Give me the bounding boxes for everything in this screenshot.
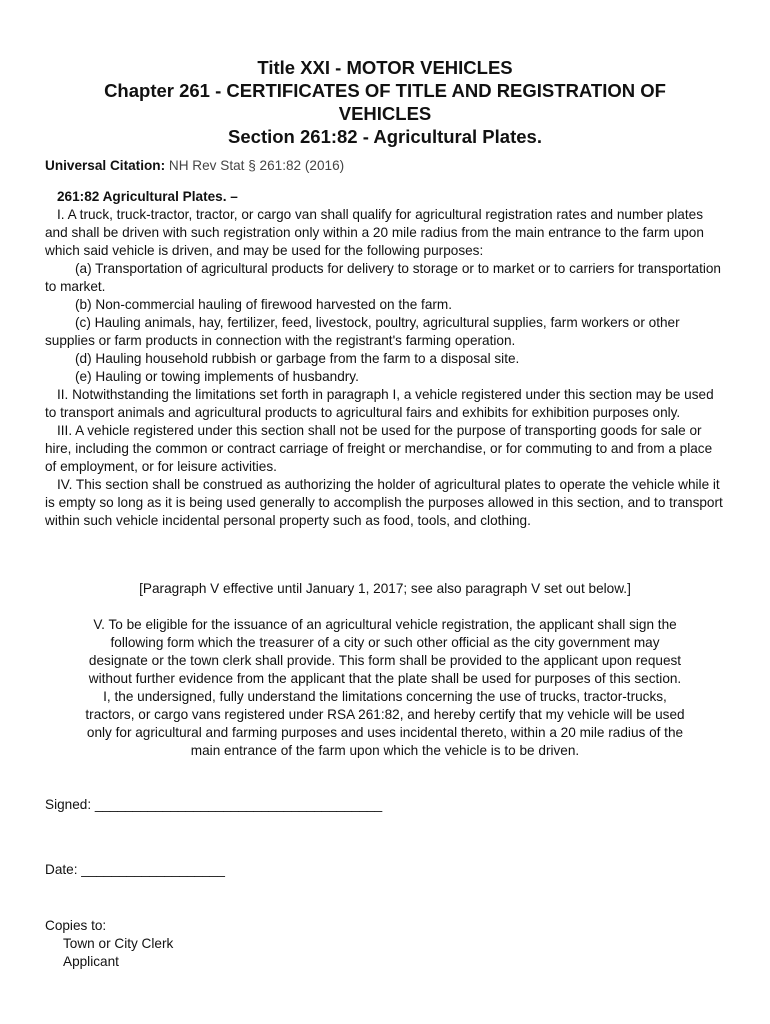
paragraph-v: [40, 616, 730, 760]
paragraph-ii: II. Notwithstanding the limitations set forth in paragraph I, a vehicle registered under this section may be used to transport animals and agricultural products to agricultural fairs and exhibits for exhibition purposes only.: [45, 387, 714, 420]
chapter-line-cont: VEHICLES: [338, 103, 432, 124]
title-line: Title XXI - MOTOR VEHICLES: [257, 57, 513, 78]
section-heading: 261:82 Agricultural Plates. –: [57, 189, 238, 204]
paragraph-v-line: following form which the treasurer of a city or such other official as the city government may: [110, 635, 660, 650]
universal-citation: [45, 157, 344, 175]
paragraph-i: I. A truck, truck-tractor, tractor, or cargo van shall qualify for agricultural registration rates and number plates and shall be driven with such registration only within a 20 mile radius from the main entrance to the farm upon which said vehicle is driven, and may be used for the following purposes:: [45, 207, 704, 258]
copy-recipient: Applicant: [63, 954, 119, 969]
chapter-line: Chapter 261 - CERTIFICATES OF TITLE AND REGISTRATION OF: [104, 80, 666, 101]
copies-to: [45, 917, 173, 971]
paragraph-iv: IV. This section shall be construed as authorizing the holder of agricultural plates to operate the vehicle while it is empty so long as it is being used generally to accomplish the purposes allowed in this section, and to transport within such vehicle incidental personal property such as food, tools, and clothing.: [45, 477, 723, 528]
effective-note: [Paragraph V effective until January 1, 2017; see also paragraph V set out below.]: [139, 581, 631, 596]
paragraph-v-line: without further evidence from the applicant that the plate shall be used for purposes of this section.: [88, 671, 682, 686]
paragraph-v-line: I, the undersigned, fully understand the limitations concerning the use of trucks, tractor-trucks,: [103, 689, 667, 704]
date-line: Date: ___________________: [45, 862, 225, 877]
item-a: (a) Transportation of agricultural products for delivery to storage or to market or to carriers for transportation to market.: [45, 261, 721, 294]
paragraph-iii: III. A vehicle registered under this section shall not be used for the purpose of transporting goods for sale or hire, including the common or contract carriage of freight or merchandise, or for commuting to and from a place of employment, or for leisure activities.: [45, 423, 713, 474]
citation-value: NH Rev Stat § 261:82 (2016): [165, 158, 345, 173]
citation-label: Universal Citation:: [45, 158, 166, 173]
item-c: (c) Hauling animals, hay, fertilizer, feed, livestock, poultry, agricultural supplies, farm workers or other supplies or farm products in connection with the registrant's farming operation.: [45, 315, 680, 348]
copy-recipient: Town or City Clerk: [63, 936, 174, 951]
section-line: Section 261:82 - Agricultural Plates.: [228, 126, 542, 147]
paragraph-v-line: main entrance of the farm upon which the vehicle is to be driven.: [190, 743, 580, 758]
document-title: [40, 56, 730, 148]
item-d: (d) Hauling household rubbish or garbage from the farm to a disposal site.: [75, 351, 520, 366]
paragraph-v-line: tractors, or cargo vans registered under RSA 261:82, and hereby certify that my vehicle will be used: [85, 707, 685, 722]
signature-line: Signed: ______________________________________: [45, 797, 383, 812]
item-e: (e) Hauling or towing implements of husbandry.: [75, 369, 359, 384]
section-body: [45, 188, 725, 530]
paragraph-v-line: only for agricultural and farming purposes and uses incidental thereto, within a 20 mile radius of the: [86, 725, 684, 740]
copies-label: Copies to:: [45, 918, 107, 933]
item-b: (b) Non-commercial hauling of firewood harvested on the farm.: [75, 297, 453, 312]
paragraph-v-line: V. To be eligible for the issuance of an agricultural vehicle registration, the applicant shall sign the: [93, 617, 677, 632]
paragraph-v-line: designate or the town clerk shall provide. This form shall be provided to the applicant upon request: [88, 653, 682, 668]
